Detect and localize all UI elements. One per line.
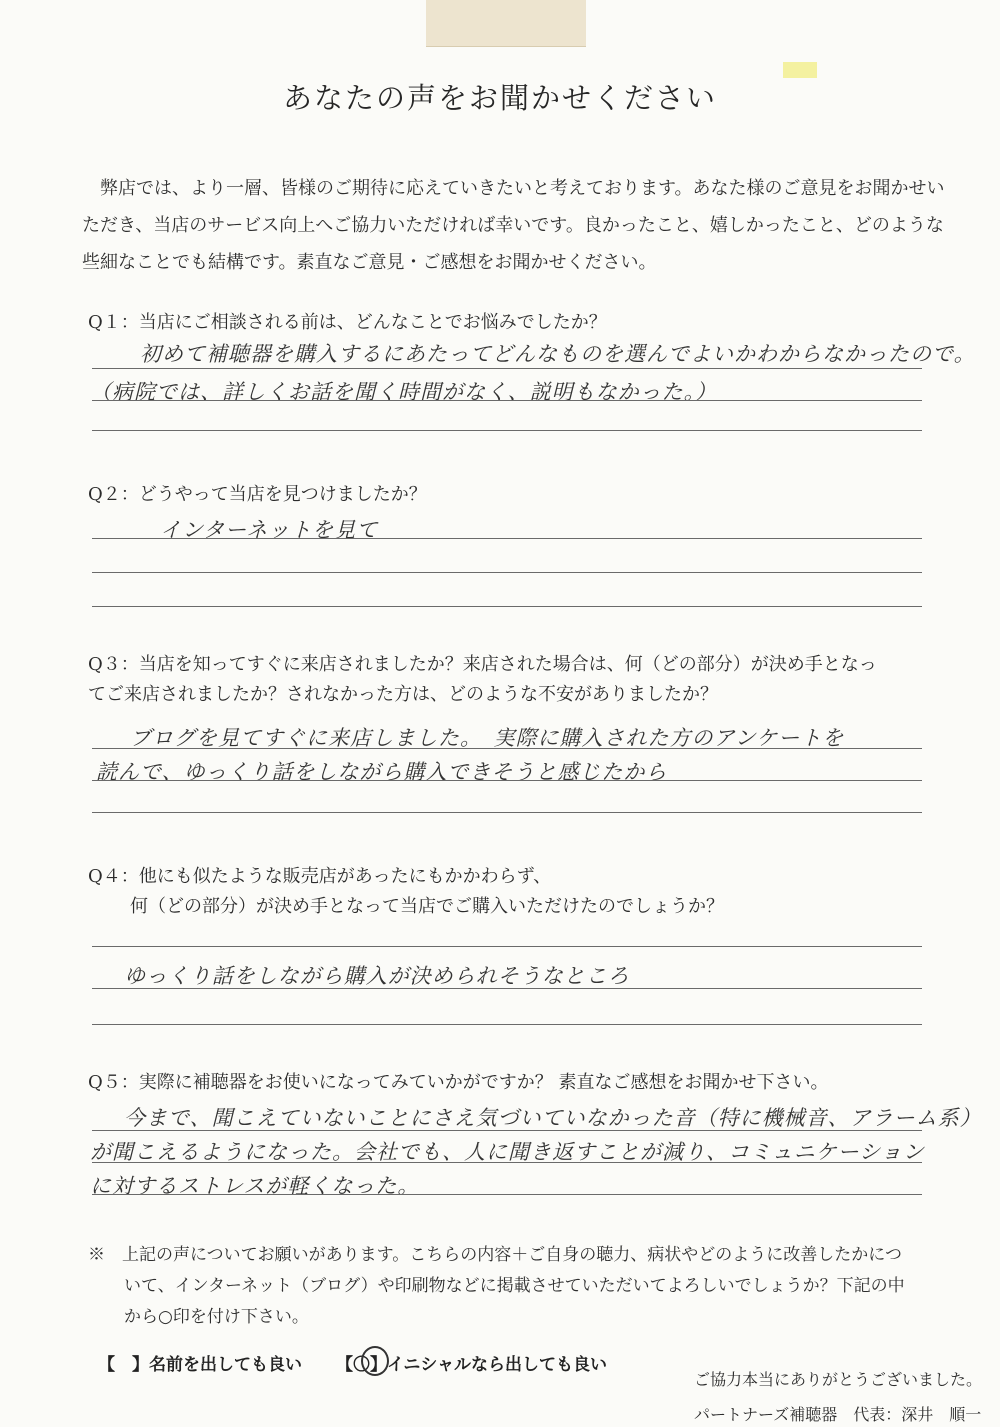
intro-line: 些細なことでも結構です。素直なご意見・ご感想をお聞かせください。 <box>82 252 657 273</box>
q2-question-text: Q２：どうやって当店を見つけましたか？ <box>88 484 427 505</box>
q2-question <box>88 480 427 510</box>
q5-question-text: Q５：実際に補聴器をお使いになってみていかがですか？ 素直なご感想をお聞かせ下さい。 <box>88 1072 829 1093</box>
closing-text: ご協力本当にありがとうございました。 <box>694 1370 983 1389</box>
q3-question <box>88 650 877 710</box>
q4-question-line: 何（どの部分）が決め手となって当店でご購入いただけたのでしょうか？ <box>130 896 724 917</box>
q5-answer-line-1: 今まで、聞こえていないことにさえ気づいていなかった音（特に機械音、アラーム系） <box>124 1106 982 1130</box>
answer-rule <box>92 946 922 947</box>
option-name-ok[interactable]: 【 】名前を出しても良い <box>98 1355 302 1375</box>
answer-rule <box>92 988 922 989</box>
q1-question <box>88 308 607 338</box>
answer-rule <box>92 1130 922 1131</box>
answer-rule <box>92 400 922 401</box>
intro-line: 弊店では、より一層、皆様のご期待に応えていきたいと考えております。あなた様のご意見をお聞かせい <box>100 178 945 199</box>
q3-answer-line-1: ブログを見てすぐに来店しました。 実際に購入された方のアンケートを <box>130 726 845 750</box>
q2-answer-line-1: インターネットを見て <box>160 518 379 542</box>
answer-rule <box>92 812 922 813</box>
answer-rule <box>92 780 922 781</box>
answer-rule <box>92 430 922 431</box>
q4-answer-line-1: ゆっくり話をしながら購入が決められそうなところ <box>124 964 630 988</box>
option-initial-ok[interactable]: 【〇】イニシャルなら出しても良い <box>336 1355 607 1375</box>
paper-tape <box>426 0 586 47</box>
q3-question-line: てご来店されましたか？されなかった方は、どのような不安がありましたか？ <box>88 684 718 705</box>
q1-answer-line-1: 初めて補聴器を購入するにあたってどんなものを選んでよいかわからなかったので。 <box>140 342 976 366</box>
intro-text <box>82 170 945 281</box>
page-title: あなたの声をお聞かせください <box>282 81 717 115</box>
q3-answer-line-2: 読んで、ゆっくり話をしながら購入できそうと感じたから <box>96 760 668 784</box>
note-line: から○印を付け下さい。 <box>124 1307 309 1327</box>
q4-question-line: Q４：他にも似たような販売店があったにもかかわらず、 <box>88 866 552 887</box>
q4-question <box>88 862 724 922</box>
answer-rule <box>92 748 922 749</box>
signature-text: パートナーズ補聴器 代表：深井 順一 <box>694 1405 982 1424</box>
answer-rule <box>92 1024 922 1025</box>
note-line: ※ 上記の声についてお願いがあります。こちらの内容＋ご自身の聴力、病状やどのように改善したかにつ <box>88 1245 902 1265</box>
answer-rule <box>92 1162 922 1163</box>
answer-rule <box>92 572 922 573</box>
q3-question-line: Q３：当店を知ってすぐに来店されましたか？来店された場合は、何（どの部分）が決め手となっ <box>88 654 877 675</box>
consent-note <box>88 1240 968 1333</box>
q5-answer-line-2: が聞こえるようになった。会社でも、人に聞き返すことが減り、コミュニケーション <box>90 1140 925 1164</box>
answer-rule <box>92 606 922 607</box>
answer-rule <box>92 368 922 369</box>
answer-rule <box>92 1194 922 1195</box>
q5-question <box>88 1068 828 1098</box>
answer-rule <box>92 538 922 539</box>
intro-line: ただき、当店のサービス向上へご協力いただければ幸いです。良かったこと、嬉しかったこと、どのような <box>82 215 944 236</box>
q5-answer-line-3: に対するストレスが軽くなった。 <box>90 1174 420 1198</box>
note-line: いて、インターネット（ブログ）や印刷物などに掲載させていただいてよろしいでしょうか？下記の中 <box>124 1276 905 1296</box>
q1-question-text: Q１：当店にご相談される前は、どんなことでお悩みでしたか？ <box>88 312 607 333</box>
q1-answer-line-2: （病院では、詳しくお話を聞く時間がなく、説明もなかった。） <box>90 380 718 404</box>
circle-mark-icon <box>361 1346 389 1376</box>
